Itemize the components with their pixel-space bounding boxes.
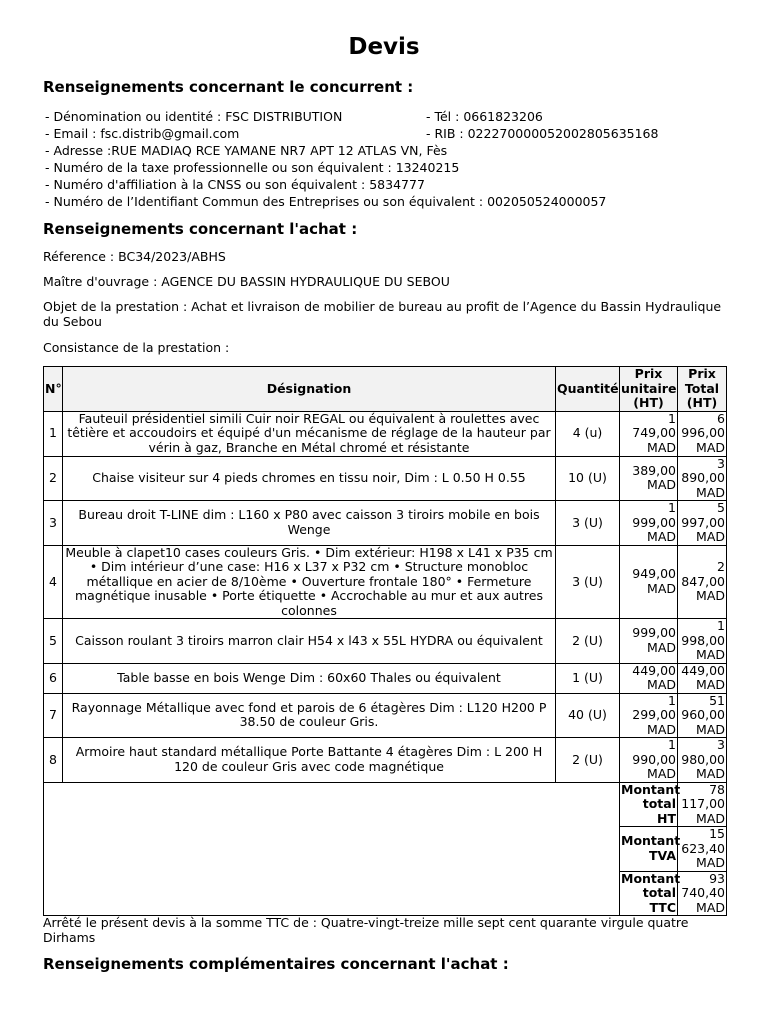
devis-table <box>43 366 727 916</box>
row-num: 1 <box>44 411 63 456</box>
achat-reference: Réference : BC34/2023/ABHS <box>43 249 226 264</box>
table-row <box>44 693 727 738</box>
document-title: Devis <box>348 34 420 60</box>
concurrent-email: - Email : fsc.distrib@gmail.com <box>45 126 240 141</box>
row-prix-unitaire: 949,00 MAD <box>620 545 678 619</box>
row-designation: Rayonnage Métallique avec fond et parois de 6 étagères Dim : L120 H200 P 38.50 de couleur Gris. <box>63 693 556 738</box>
row-prix-unitaire: 999,00 MAD <box>620 619 678 664</box>
row-designation: Caisson roulant 3 tiroirs marron clair H54 x l43 x 55L HYDRA ou équivalent <box>63 619 556 664</box>
row-designation: Table basse en bois Wenge Dim : 60x60 Thales ou équivalent <box>63 663 556 693</box>
table-row <box>44 501 727 546</box>
section-complementaires-title: Renseignements complémentaires concernant l'achat : <box>43 955 509 973</box>
header-prix-total: Prix Total (HT) <box>678 367 727 412</box>
row-prix-total: 51 960,00 MAD <box>678 693 727 738</box>
total-ht-row <box>44 782 727 827</box>
total-ttc-label: Montant total TTC <box>621 870 681 915</box>
achat-consistance: Consistance de la prestation : <box>43 340 230 355</box>
row-quantite: 10 (U) <box>556 456 620 501</box>
row-quantite: 4 (u) <box>556 411 620 456</box>
table-header-row <box>44 367 727 412</box>
arrete-text: Arrêté le présent devis à la somme TTC de : Quatre-vingt-treize mille sept cent quarante virgule quatre Dirhams <box>43 915 689 945</box>
row-num: 8 <box>44 738 63 783</box>
row-quantite: 2 (U) <box>556 738 620 783</box>
achat-maitre-ouvrage: Maître d'ouvrage : AGENCE DU BASSIN HYDRAULIQUE DU SEBOU <box>43 274 450 289</box>
concurrent-rib: - RIB : 022270000052002805635168 <box>426 126 659 141</box>
header-designation: Désignation <box>63 367 556 412</box>
header-prix-unitaire: Prix unitaire (HT) <box>621 366 677 410</box>
total-ht-label: Montant total HT <box>621 781 681 826</box>
total-tva-label: Montant TVA <box>620 827 678 872</box>
concurrent-cnss: - Numéro d'affiliation à la CNSS ou son équivalent : 5834777 <box>45 177 425 192</box>
row-quantite: 40 (U) <box>556 693 620 738</box>
row-designation: Meuble à clapet10 cases couleurs Gris. • Dim extérieur: H198 x L41 x P35 cm • Dim intérieur d’une case: H16 x L37 x P32 cm • Structure monobloc métallique en acier de 8/10ème • Ouverture frontale 180° • Fermeture magnétique inusable • Porte étiquette • Accrochable au mur et aux autres colonnes <box>63 545 556 619</box>
row-quantite: 2 (U) <box>556 619 620 664</box>
row-quantite: 3 (U) <box>556 501 620 546</box>
concurrent-ice: - Numéro de l’Identifiant Commun des Entreprises ou son équivalent : 002050524000057 <box>45 194 607 209</box>
row-prix-total: 449,00 MAD <box>678 663 727 693</box>
row-prix-total: 2 847,00 MAD <box>678 545 727 619</box>
total-tva-value: 15 623,40 MAD <box>678 827 727 872</box>
row-prix-total: 1 998,00 MAD <box>678 619 727 664</box>
table-row <box>44 619 727 664</box>
table-row <box>44 545 727 619</box>
row-prix-unitaire: 1 999,00 MAD <box>620 501 678 546</box>
row-prix-total: 5 997,00 MAD <box>678 501 727 546</box>
row-prix-unitaire: 449,00 MAD <box>620 663 678 693</box>
section-achat-title: Renseignements concernant l'achat : <box>43 220 358 238</box>
row-designation: Bureau droit T-LINE dim : L160 x P80 avec caisson 3 tiroirs mobile en bois Wenge <box>63 501 556 546</box>
concurrent-tel: - Tél : 0661823206 <box>426 109 543 124</box>
row-num: 7 <box>44 693 63 738</box>
table-row <box>44 663 727 693</box>
totals-blank-area <box>44 782 620 916</box>
row-num: 5 <box>44 619 63 664</box>
concurrent-adresse: - Adresse :RUE MADIAQ RCE YAMANE NR7 APT 12 ATLAS VN, Fès <box>45 143 448 158</box>
achat-objet: Objet de la prestation : Achat et livraison de mobilier de bureau au profit de l’Agence du Bassin Hydraulique du Sebou <box>43 299 722 329</box>
total-ht-value: 78 117,00 MAD <box>678 782 727 827</box>
row-prix-total: 3 980,00 MAD <box>678 738 727 783</box>
row-num: 2 <box>44 456 63 501</box>
row-prix-unitaire: 1 749,00 MAD <box>620 411 678 456</box>
total-ttc-value: 93 740,40 MAD <box>678 871 727 916</box>
row-num: 3 <box>44 501 63 546</box>
concurrent-taxe: - Numéro de la taxe professionnelle ou son équivalent : 13240215 <box>45 160 460 175</box>
row-designation: Fauteuil présidentiel simili Cuir noir REGAL ou équivalent à roulettes avec têtière et accoudoirs et équipé d'un mécanisme de réglage de la hauteur par vérin à gaz, Branche en Métal chromé et résistante <box>63 411 556 456</box>
header-quantite: Quantité <box>556 367 620 412</box>
row-quantite: 3 (U) <box>556 545 620 619</box>
row-num: 4 <box>44 545 63 619</box>
row-prix-unitaire: 1 990,00 MAD <box>620 738 678 783</box>
header-num: N° <box>44 367 63 412</box>
row-prix-total: 3 890,00 MAD <box>678 456 727 501</box>
concurrent-info <box>45 108 735 210</box>
concurrent-denomination: - Dénomination ou identité : FSC DISTRIBUTION <box>45 109 343 124</box>
row-prix-unitaire: 389,00 MAD <box>620 456 678 501</box>
row-designation: Chaise visiteur sur 4 pieds chromes en tissu noir, Dim : L 0.50 H 0.55 <box>63 456 556 501</box>
row-designation: Armoire haut standard métallique Porte Battante 4 étagères Dim : L 200 H 120 de couleur Gris avec code magnétique <box>63 738 556 783</box>
row-prix-total: 6 996,00 MAD <box>678 411 727 456</box>
row-prix-unitaire: 1 299,00 MAD <box>620 693 678 738</box>
section-concurrent-title: Renseignements concernant le concurrent : <box>43 78 414 96</box>
table-row <box>44 411 727 456</box>
table-row <box>44 738 727 783</box>
table-row <box>44 456 727 501</box>
row-num: 6 <box>44 663 63 693</box>
row-quantite: 1 (U) <box>556 663 620 693</box>
